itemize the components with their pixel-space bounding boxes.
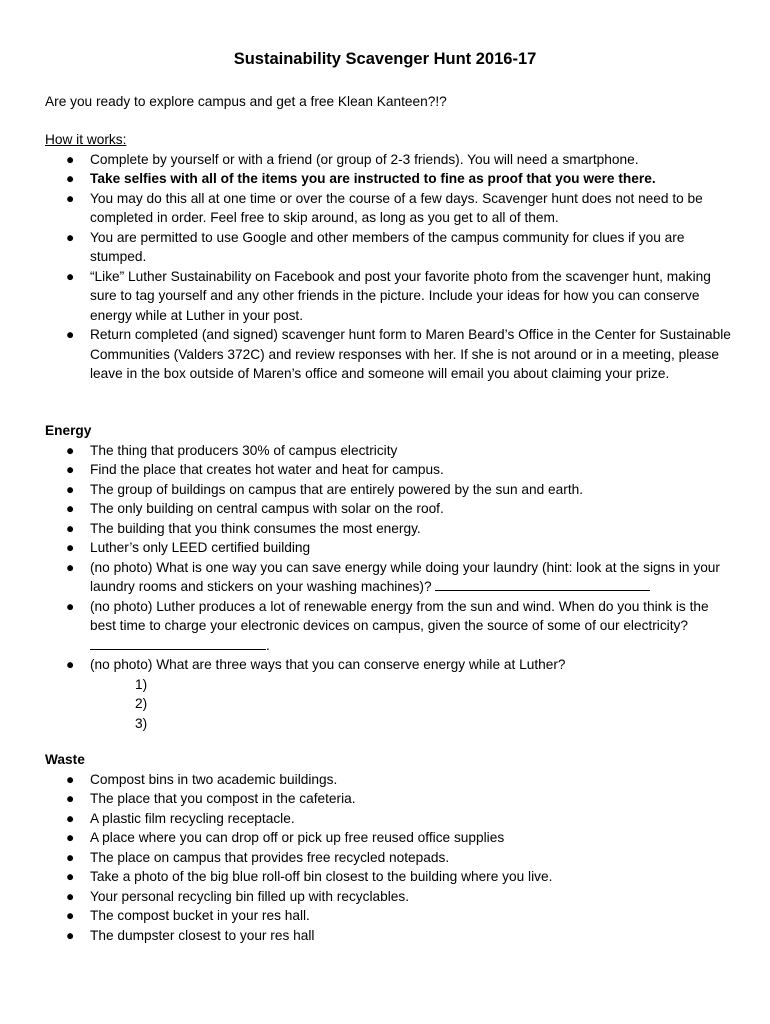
answer-number-2: 2) bbox=[135, 696, 148, 711]
list-item: ● The thing that producers 30% of campus electricity bbox=[45, 441, 735, 461]
list-item: ● Your personal recycling bin filled up with recyclables. bbox=[45, 887, 735, 907]
intro-text: Are you ready to explore campus and get a free Klean Kanteen?!? bbox=[45, 94, 447, 109]
bullet-icon: ● bbox=[66, 462, 75, 477]
bullet-icon: ● bbox=[66, 171, 75, 186]
bullet-icon: ● bbox=[66, 501, 75, 516]
bullet-icon: ● bbox=[66, 849, 75, 865]
bullet-icon: ● bbox=[66, 908, 75, 923]
energy-heading: Energy bbox=[45, 423, 92, 438]
how-it-works-section bbox=[45, 130, 735, 384]
bullet-icon: ● bbox=[66, 810, 75, 826]
bullet-icon: ● bbox=[66, 190, 75, 206]
bullet-icon: ● bbox=[66, 559, 75, 575]
list-item: ● Luther’s only LEED certified building bbox=[45, 538, 735, 558]
list-item: ● The group of buildings on campus that are entirely powered by the sun and earth. bbox=[45, 480, 735, 500]
answer-number-1: 1) bbox=[135, 676, 148, 692]
bullet-icon: ● bbox=[66, 771, 75, 787]
list-item: ● A place where you can drop off or pick up free reused office supplies bbox=[45, 828, 735, 848]
bullet-icon: ● bbox=[66, 869, 75, 884]
bullet-icon: ● bbox=[66, 888, 75, 904]
answer-number-3: 3) bbox=[135, 715, 148, 731]
list-item: ● (no photo) What are three ways that you can conserve energy while at Luther? bbox=[45, 655, 735, 675]
list-item: ● The place that you compost in the cafeteria. bbox=[45, 789, 735, 809]
list-item: ● Return completed (and signed) scavenger hunt form to Maren Beard’s Office in the Center for Sustainable Communities (Valders 372C) and review responses with her. If she is not around or in a meeting, please leave in the box outside of Maren’s office and someone will email you about claiming your prize. bbox=[66, 327, 731, 381]
page-title: Sustainability Scavenger Hunt 2016-17 bbox=[233, 50, 537, 68]
bullet-icon: ● bbox=[66, 520, 75, 536]
list-item: ● The building that you think consumes the most energy. bbox=[45, 519, 735, 539]
list-item: ● The compost bucket in your res hall. bbox=[45, 906, 735, 926]
bullet-icon: ● bbox=[66, 927, 75, 943]
bullet-icon: ● bbox=[66, 151, 75, 167]
list-item: ● A plastic film recycling receptacle. bbox=[45, 809, 735, 829]
answer-blank[interactable] bbox=[435, 577, 650, 591]
list-item: ● “Like” Luther Sustainability on Facebook and post your favorite photo from the scavenger hunt, making sure to tag yourself and any other friends in the picture. Include your ideas for how you can conserve energy while at Luther in your post. bbox=[66, 268, 711, 323]
bullet-icon: ● bbox=[66, 540, 75, 555]
energy-section bbox=[45, 421, 735, 733]
waste-heading: Waste bbox=[45, 752, 85, 767]
bullet-icon: ● bbox=[66, 229, 75, 245]
list-item: ● Take selfies with all of the items you are instructed to fine as proof that you were there. bbox=[45, 169, 735, 189]
list-item: ● Find the place that creates hot water and heat for campus. bbox=[45, 460, 735, 480]
how-it-works-heading: How it works: bbox=[45, 132, 127, 147]
list-item: ● Take a photo of the big blue roll-off bin closest to the building where you live. bbox=[45, 867, 735, 887]
list-item: ● The dumpster closest to your res hall bbox=[45, 926, 735, 946]
waste-list bbox=[45, 770, 735, 946]
bullet-icon: ● bbox=[66, 791, 75, 806]
bullet-icon: ● bbox=[66, 481, 75, 497]
list-item: ● You are permitted to use Google and other members of the campus community for clues if you are stumped. bbox=[66, 229, 685, 264]
bullet-icon: ● bbox=[66, 268, 75, 284]
waste-section bbox=[45, 750, 735, 945]
bullet-icon: ● bbox=[66, 598, 75, 614]
answer-blank[interactable] bbox=[90, 636, 266, 650]
how-it-works-list bbox=[45, 150, 735, 384]
bullet-icon: ● bbox=[66, 657, 75, 672]
list-item: ● Compost bins in two academic buildings. bbox=[45, 770, 735, 790]
list-item: ● (no photo) What is one way you can save energy while doing your laundry (hint: look at the signs in your laundry rooms and stickers on your washing machines)? bbox=[66, 559, 720, 594]
energy-list bbox=[45, 441, 735, 675]
list-item: ● The only building on central campus with solar on the roof. bbox=[45, 499, 735, 519]
list-item: ● You may do this all at one time or over the course of a few days. Scavenger hunt does not need to be completed in order. Feel free to skip around, as long as you get to all of them. bbox=[66, 190, 703, 225]
list-item: ● The place on campus that provides free recycled notepads. bbox=[45, 848, 735, 868]
bullet-icon: ● bbox=[66, 830, 75, 845]
list-item: ● Complete by yourself or with a friend (or group of 2-3 friends). You will need a smartphone. bbox=[45, 150, 735, 170]
bullet-icon: ● bbox=[66, 327, 75, 342]
list-item: ● (no photo) Luther produces a lot of renewable energy from the sun and wind. When do you think is the best time to charge your electronic devices on campus, given the source of some of our electricity? . bbox=[66, 598, 709, 653]
bullet-icon: ● bbox=[66, 442, 75, 458]
